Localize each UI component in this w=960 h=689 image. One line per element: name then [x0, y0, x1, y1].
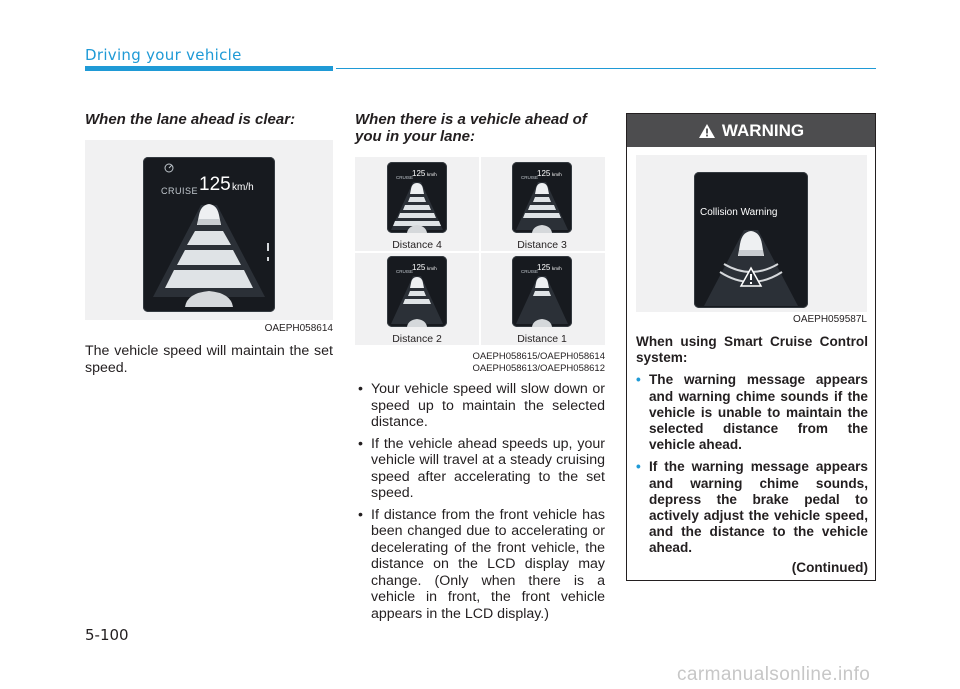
- distance-bar: [523, 213, 561, 218]
- distance-figure-code-1: OAEPH058615/OAEPH058614: [472, 351, 605, 362]
- cruise-label: CRUISE: [161, 186, 199, 196]
- warning-title: WARNING: [721, 120, 805, 140]
- collision-cluster-display: [694, 172, 808, 308]
- distance-panel-3: [502, 162, 582, 252]
- distance-figure-codes: [355, 351, 605, 374]
- list-item: • If the vehicle ahead speeds up, your vehicle will travel at a steady cruising speed after accelerating to the set speed.: [355, 436, 605, 502]
- distance-bar: [403, 205, 431, 210]
- mini-speed-value: 125: [412, 169, 426, 178]
- distance-figure-code-2: OAEPH058613/OAEPH058612: [472, 362, 605, 374]
- warning-intro: When using Smart Cruise Control system:: [636, 334, 868, 366]
- distance-bar: [408, 197, 426, 202]
- mini-speed-value: 125: [537, 169, 551, 178]
- mini-cluster-display: [512, 162, 572, 233]
- list-item: • Your vehicle speed will slow down or speed up to maintain the selected distance.: [355, 381, 605, 431]
- speed-value: 125: [199, 174, 231, 195]
- warning-content: [636, 334, 868, 576]
- mini-cluster-display: [512, 256, 572, 327]
- distance-panel-label: Distance 3: [517, 239, 567, 251]
- list-item: • The warning message appears and warning chime sounds if the vehicle is unable to maintain the selected distance from the vehicle ahead.: [636, 372, 868, 453]
- mini-speed-unit: km/h: [427, 172, 437, 177]
- lane-clear-figure: [85, 140, 333, 320]
- distance-bar: [398, 213, 436, 218]
- mini-cluster-display: [387, 162, 447, 233]
- watermark: carmanualsonline.info: [677, 664, 871, 685]
- collision-graphic: [694, 172, 808, 308]
- distance-bar: [528, 205, 556, 210]
- mini-cruise-label: CRUISE: [396, 269, 414, 274]
- distance-bar: [533, 291, 551, 296]
- mini-speed-unit: km/h: [427, 266, 437, 271]
- mini-speed-unit: km/h: [552, 266, 562, 271]
- list-item: • If the warning message appears and warning chime sounds, depress the brake pedal to actively adjust the vehicle speed, and the distance to the vehicle ahead.: [636, 459, 868, 556]
- distance-figure: [355, 157, 605, 345]
- mini-speed-unit: km/h: [552, 172, 562, 177]
- lane-clear-heading: When the lane ahead is clear:: [85, 111, 296, 128]
- header-rule-thick: [85, 66, 333, 71]
- distance-panel-1: [502, 256, 582, 346]
- vehicle-ahead-heading: When there is a vehicle ahead of you in your lane:: [355, 111, 587, 145]
- mini-cruise-label: CRUISE: [521, 269, 539, 274]
- cluster-display: [143, 157, 275, 312]
- page-number: 5-100: [85, 626, 129, 644]
- distance-panel-label: Distance 1: [517, 333, 567, 345]
- collision-warning-message: Collision Warning: [700, 207, 778, 218]
- list-item: • If distance from the front vehicle has been changed due to accelerating or decelerating of the front vehicle, the distance on the LCD display may change. (Only when there is a vehicle in front, the front vehicle appears in the LCD display.): [355, 507, 605, 623]
- distance-panel-2: [377, 256, 457, 346]
- header-rule-thin: [336, 68, 876, 69]
- warning-bullet-list: [636, 372, 868, 556]
- distance-panel-4: [377, 162, 457, 252]
- speed-unit: km/h: [232, 182, 254, 193]
- mini-speed-value: 125: [537, 263, 551, 272]
- warning-triangle-icon: [698, 123, 716, 139]
- mini-cruise-label: CRUISE: [521, 175, 539, 180]
- collision-figure-code: OAEPH059587L: [793, 314, 867, 325]
- distance-bar: [408, 291, 426, 296]
- lane-clear-body: The vehicle speed will maintain the set speed.: [85, 343, 333, 376]
- lane-clear-figure-code: OAEPH058614: [264, 323, 333, 334]
- warning-header: [627, 114, 875, 147]
- collision-warning-figure: [636, 155, 867, 312]
- distance-bar: [403, 299, 431, 304]
- section-title: Driving your vehicle: [85, 46, 242, 64]
- distance-bullet-list: [355, 381, 605, 627]
- mini-speed-value: 125: [412, 263, 426, 272]
- distance-bar: [533, 197, 551, 202]
- distance-panel-label: Distance 4: [392, 239, 442, 251]
- distance-panel-label: Distance 2: [392, 333, 442, 345]
- warning-continued: (Continued): [791, 559, 868, 575]
- mini-cruise-label: CRUISE: [396, 175, 414, 180]
- mini-cluster-display: [387, 256, 447, 327]
